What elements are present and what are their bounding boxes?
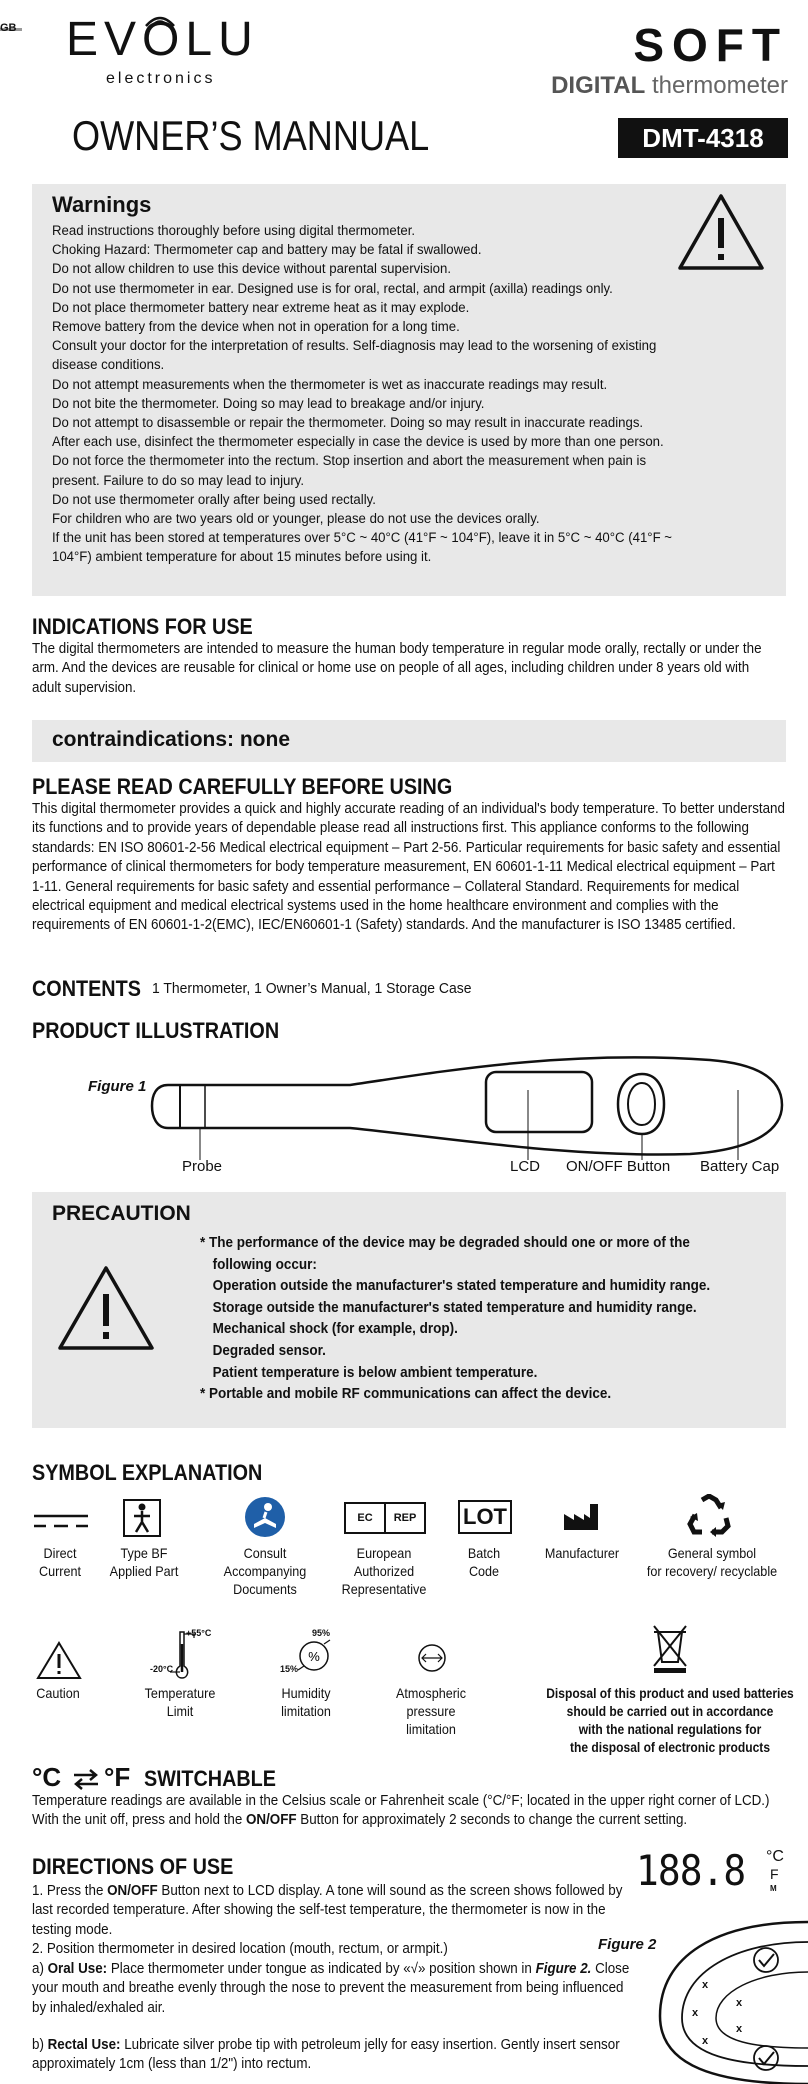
precaution-item: * The performance of the device may be degraded should one or more of the (200, 1234, 690, 1251)
warning-item: Do not use thermometer in ear. Designed use is for oral, rectal, and armpit (axilla) readings only. (52, 280, 613, 297)
humidity-high-value: 95% (312, 1628, 331, 1638)
svg-text:%: % (308, 1649, 320, 1664)
figure-2-label: Figure 2 (598, 1936, 657, 1953)
direction-rectal-use: b) Rectal Use: Lubricate silver probe tip with petroleum jelly for easy insertion. Gently insert sensor approximately 1cm (less than 1/2") into rectum. (32, 2037, 620, 2073)
product-type: DIGITAL thermometer (551, 72, 788, 99)
warning-item: After each use, disinfect the thermometer especially in case the device is used by more than one person. (52, 434, 664, 451)
warning-item: Read instructions thoroughly before using digital thermometer. (52, 223, 416, 239)
precaution-item: Storage outside the manufacturer's stated temperature and humidity range. (212, 1298, 697, 1316)
switch-arrows-icon (72, 1768, 100, 1790)
document-title: OWNER’S MANNUAL (72, 112, 430, 159)
contraindications-text: contraindications: none (52, 728, 291, 751)
type-bf-applied-part-icon (122, 1498, 162, 1538)
mouth-diagram (646, 1916, 808, 2084)
warning-item: Choking Hazard: Thermometer cap and battery may be fatal if swallowed. (52, 242, 482, 259)
lcd-unit-f: F (770, 1866, 779, 1882)
direction-step-1: 1. Press the ON/OFF Button next to LCD display. A tone will sound as the screen shows followed by last recorded temperature. After showing the self-test temperature, the thermometer is now in the testing mode. (32, 1883, 623, 1938)
symbol-label-caution: Caution (36, 1685, 80, 1701)
warning-item: Do not use thermometer orally after being used rectally. (52, 491, 376, 508)
symbol-label-consult: Consult Accompanying Documents (223, 1545, 307, 1597)
label-onoff: ON/OFF Button (566, 1158, 671, 1175)
contents-title: CONTENTS (32, 976, 141, 1001)
illustration-title: PRODUCT ILLUSTRATION (32, 1018, 280, 1043)
rep-tag: REP (393, 1512, 417, 1524)
indications-text: The digital thermometers are intended to measure the human body temperature in regular mode orally, rectally or under the arm. And the devices are reusable for clinical or home use on people of all ages, including children under 8 years old with adult supervision. (32, 641, 762, 696)
symbol-label-humidity: Humidity limitation (281, 1685, 331, 1719)
symbol-label-recycle: General symbol for recovery/ recyclable (646, 1545, 778, 1579)
temperature-limit-icon (170, 1630, 200, 1680)
precaution-item: Operation outside the manufacturer's stated temperature and humidity range. (212, 1277, 711, 1295)
figure-1-label: Figure 1 (88, 1078, 147, 1095)
consult-documents-icon (244, 1496, 286, 1538)
label-lcd: LCD (510, 1158, 541, 1175)
label-probe: Probe (182, 1158, 223, 1175)
svg-text:x: x (702, 1979, 709, 1991)
thermometer-illustration (150, 1050, 790, 1160)
warning-item: Do not attempt measurements when the thermometer is wet as inaccurate readings may result. (52, 376, 608, 393)
precaution-item: * Portable and mobile RF communications can affect the device. (200, 1385, 612, 1403)
svg-text:x: x (692, 2007, 699, 2019)
direct-current-icon (32, 1504, 90, 1538)
indications-title: INDICATIONS FOR USE (32, 614, 253, 639)
symbol-label-disposal: Disposal of this product and used batteries should be carried out in accordance with the national regulations for the disposal of electronic products (546, 1685, 794, 1755)
direction-oral-use: a) Oral Use: Place thermometer under tongue as indicated by «√» position shown in Figure 2. Close your mouth and breathe evenly through the nose to prevent the measurement from being influenced by inhaled/exhaled air. (32, 1961, 630, 2016)
humidity-low-value: 15% (280, 1664, 299, 1674)
brand-logo: EVOLU (66, 13, 259, 66)
weee-disposal-icon (650, 1622, 690, 1674)
directions-title: DIRECTIONS OF USE (32, 1854, 234, 1879)
symbol-label-dc: Direct Current (38, 1545, 82, 1579)
warning-item: Do not place thermometer battery near extreme heat as it may explode. (52, 299, 470, 316)
symbol-label-temperature: Temperature Limit (144, 1685, 216, 1719)
contents-text: 1 Thermometer, 1 Owner’s Manual, 1 Storage Case (152, 980, 472, 997)
warning-item: Do not force the thermometer into the rectum. Stop insertion and abort the measurement when pain is present. Failure to do so may lead to injury. (52, 453, 647, 489)
lot-icon: LOT (458, 1500, 512, 1534)
product-name: SOFT (633, 19, 788, 71)
precaution-item: Patient temperature is below ambient temperature. (212, 1363, 538, 1381)
symbol-label-lot: Batch Code (467, 1545, 501, 1579)
switchable-text: Temperature readings are available in the Celsius scale or Fahrenheit scale (°C/°F; located in the upper right corner of LCD.) With the unit off, press and hold the ON/OFF Button for approximately 2 seconds to change the current setting. (32, 1793, 770, 1829)
warning-item: If the unit has been stored at temperatures over 5°C ~ 40°C (41°F ~ 104°F), leave it in 5°C ~ 40°C (41°F ~ 104°F) ambient temperature for about 15 minutes before using it. (52, 530, 673, 566)
language-code: GB (0, 22, 17, 34)
precaution-item: Mechanical shock (for example, drop). (212, 1320, 458, 1338)
warning-item: For children who are two years old or younger, please do not use the devices orally. (52, 511, 540, 528)
svg-text:x: x (736, 1997, 743, 2009)
label-battery-cap: Battery Cap (700, 1158, 780, 1175)
symbols-title: SYMBOL EXPLANATION (32, 1460, 263, 1485)
manufacturer-icon (562, 1502, 602, 1532)
warning-item: Do not attempt to disassemble or repair the thermometer. Doing so may result in inaccurate readings. (52, 415, 644, 432)
warnings-list (52, 222, 684, 568)
humidity-limit-icon (296, 1638, 332, 1674)
lcd-digits: 188.8 (636, 1846, 746, 1895)
warnings-title: Warnings (52, 192, 152, 217)
symbol-label-bf: Type BF Applied Part (109, 1545, 179, 1579)
symbol-label-ec-rep: European Authorized Representative (341, 1545, 427, 1597)
atmospheric-pressure-icon (412, 1640, 452, 1676)
warning-item: Consult your doctor for the interpretation of results. Self-diagnosis may lead to the worsening of existing disease conditions. (52, 338, 657, 374)
temp-high-value: +55°C (186, 1628, 212, 1638)
ec-tag: EC (346, 1504, 386, 1532)
warning-item: Remove battery from the device when not in operation for a long time. (52, 319, 460, 336)
warning-item: Do not bite the thermometer. Doing so may lead to breakage and/or injury. (52, 395, 485, 412)
svg-text:x: x (702, 2035, 709, 2047)
fahrenheit-symbol: °F (104, 1762, 131, 1792)
warning-item: Do not allow children to use this device without parental supervision. (52, 261, 451, 278)
celsius-symbol: °C (32, 1762, 62, 1792)
temp-low-value: -20°C (150, 1664, 174, 1674)
symbol-label-pressure: Atmospheric pressure limitation (395, 1685, 467, 1737)
ec-rep-icon (344, 1502, 426, 1534)
precaution-list (200, 1232, 767, 1405)
read-carefully-title: PLEASE READ CAREFULLY BEFORE USING (32, 774, 453, 799)
read-carefully-text: This digital thermometer provides a quick and highly accurate reading of an individual's body temperature. To better understand its functions and to provide years of dependable please read all instructions first. This appliance conforms to the following standards: EN ISO 80601-2-56 Medical electrical equipment – Part 2-56. Particular requirements for basic safety and essential performance of clinical thermometers for body temperature measurement, EN 60601-1-11 Medical electrical equipment – Part 1-11. General requirements for basic safety and essential performance – Collateral Standard. Requirements for medical electrical equipment and medical electrical systems used in the home healthcare environment and complies with the requirements of EN 60601-1-2(EMC), IEC/EN60601-1 (Safety) standards. And the manufacturer is ISO 13485 certified. (32, 801, 785, 934)
precaution-item: following occur: (212, 1255, 317, 1273)
precaution-title: PRECAUTION (52, 1202, 191, 1225)
svg-text:x: x (736, 2023, 743, 2035)
precaution-item: Degraded sensor. (212, 1341, 326, 1359)
direction-step-2: 2. Position thermometer in desired location (mouth, rectum, or armpit.) (32, 1941, 448, 1957)
switchable-title: SWITCHABLE (144, 1766, 276, 1791)
logo-wave-icon (142, 8, 178, 28)
warning-triangle-icon (676, 192, 766, 272)
symbol-label-manufacturer: Manufacturer (544, 1545, 620, 1561)
model-badge: DMT-4318 (618, 118, 788, 158)
recycle-icon (686, 1494, 732, 1538)
precaution-warning-icon (56, 1264, 156, 1352)
lcd-unit-c: °C (766, 1848, 784, 1865)
caution-icon (36, 1640, 82, 1680)
brand-subtitle: electronics (106, 70, 216, 87)
lcd-memory: M (770, 1884, 777, 1893)
